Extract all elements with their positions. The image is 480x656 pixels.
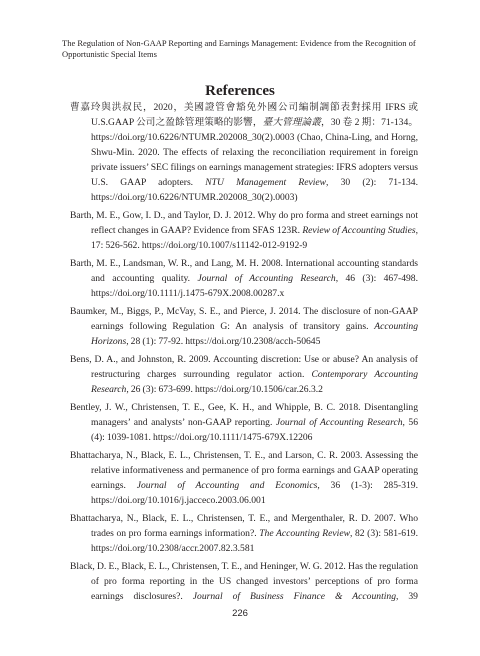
reference-entry <box>70 400 418 445</box>
reference-text: , 36 (1-3): 285-319. https://doi.org/10.1016/j.jacceco.2003.06.001 <box>91 480 418 506</box>
reference-entry <box>70 352 418 397</box>
reference-text: 曹嘉玲與洪叔民，2020，美國證管會豁免外國公司編制調節表對採用 IFRS 或 U.S.GAAP 公司之盈餘管理策略的影響， <box>70 102 418 128</box>
reference-source-title: Review of Accounting Studies <box>302 225 416 236</box>
reference-text: , 30 (2): 71-134. https://doi.org/10.6226/NTUMR.202008_30(2).0003) <box>91 177 418 203</box>
reference-text: ，30 卷 2 期：71-134。https://doi.org/10.6226/NTUMR.202008_30(2).0003 (Chao, China-Ling, and Horng, Shwu-Min. 2020. The effects of relaxing the reconciliation requirement in foreign private issuers’ SEC filings on earnings management strategies: IFRS adopters versus U.S. GAAP adopters. <box>91 117 418 188</box>
reference-text: Barth, M. E., Landsman, W. R., and Lang, M. H. 2008. International accounting standards and accounting quality. <box>70 258 418 284</box>
reference-source-title: Journal of Accounting and Economics <box>136 480 318 491</box>
reference-text: , 56 (4): 1039-1081. https://doi.org/10.1111/1475-679X.12206 <box>91 417 419 443</box>
reference-entry <box>70 448 418 508</box>
reference-entry <box>70 208 418 253</box>
reference-source-title: Journal of Business Finance & Accounting <box>192 591 396 602</box>
section-title: References <box>205 83 275 99</box>
reference-source-title: 臺大管理論叢 <box>262 117 322 128</box>
reference-text: , 82 (3): 581-619. https://doi.org/10.2308/accr.2007.82.3.581 <box>91 528 418 554</box>
reference-text: Bens, D. A., and Johnston, R. 2009. Accounting discretion: Use or abuse? An analysis of restructuring charges surrounding regulator action. <box>70 354 418 380</box>
reference-source-title: Contemporary Accounting Research <box>91 369 419 395</box>
reference-text: Bentley, J. W., Christensen, T. E., Gee, K. H., and Whipple, B. C. 2018. Disentangling managers’ and analysts’ non-GAAP reporting. <box>70 402 418 428</box>
reference-source-title: Journal of Accounting Research <box>275 417 403 428</box>
reference-text: Barth, M. E., Gow, I. D., and Taylor, D. J. 2012. Why do pro forma and street earnings not reflect changes in GAAP? Evidence from SFAS 123R. <box>70 210 418 236</box>
reference-text: Bhattacharya, N., Black, E. L., Christensen, T. E., and Mergenthaler, R. D. 2007. Who trades on pro forma earnings information?. <box>70 513 418 539</box>
reference-text: , 26 (3): 673-699. https://doi.org/10.1506/car.26.3.2 <box>126 384 323 395</box>
reference-entry <box>70 304 418 349</box>
page-number: 226 <box>232 608 248 619</box>
reference-text: , 39 <box>396 591 418 602</box>
reference-text: Black, D. E., Black, E. L., Christensen, T. E., and Heninger, W. G. 2012. Has the regulation of pro forma reporting in the US changed investors’ perceptions of pro forma earnings disclosures?. <box>70 561 418 602</box>
reference-entry <box>70 511 418 556</box>
reference-entry <box>70 100 418 205</box>
references-list <box>70 100 418 604</box>
reference-source-title: NTU Management Review <box>205 177 327 188</box>
reference-text: , 28 (1): 77-92. https://doi.org/10.2308/acch-50645 <box>126 336 321 347</box>
running-header: The Regulation of Non-GAAP Reporting and Earnings Management: Evidence from the Recognition of Opportunistic Special Items <box>62 38 416 59</box>
reference-text: , 17: 526-562. https://doi.org/10.1007/s11142-012-9192-9 <box>91 225 418 251</box>
reference-text: Baumker, M., Biggs, P., McVay, S. E., and Pierce, J. 2014. The disclosure of non-GAAP earnings following Regulation G: An analysis of transitory gains. <box>70 306 418 332</box>
reference-text: , 46 (3): 467-498. https://doi.org/10.1111/j.1475-679X.2008.00287.x <box>91 273 418 299</box>
reference-text: Bhattacharya, N., Black, E. L., Christensen, T. E., and Larson, C. R. 2003. Assessing the relative informativeness and permanence of pro forma earnings and GAAP operating earnings. <box>70 450 418 491</box>
reference-source-title: Journal of Accounting Research <box>197 273 336 284</box>
reference-source-title: The Accounting Review <box>259 528 350 539</box>
reference-source-title: Accounting Horizons <box>91 321 418 347</box>
reference-entry <box>70 256 418 301</box>
reference-entry <box>70 559 418 604</box>
